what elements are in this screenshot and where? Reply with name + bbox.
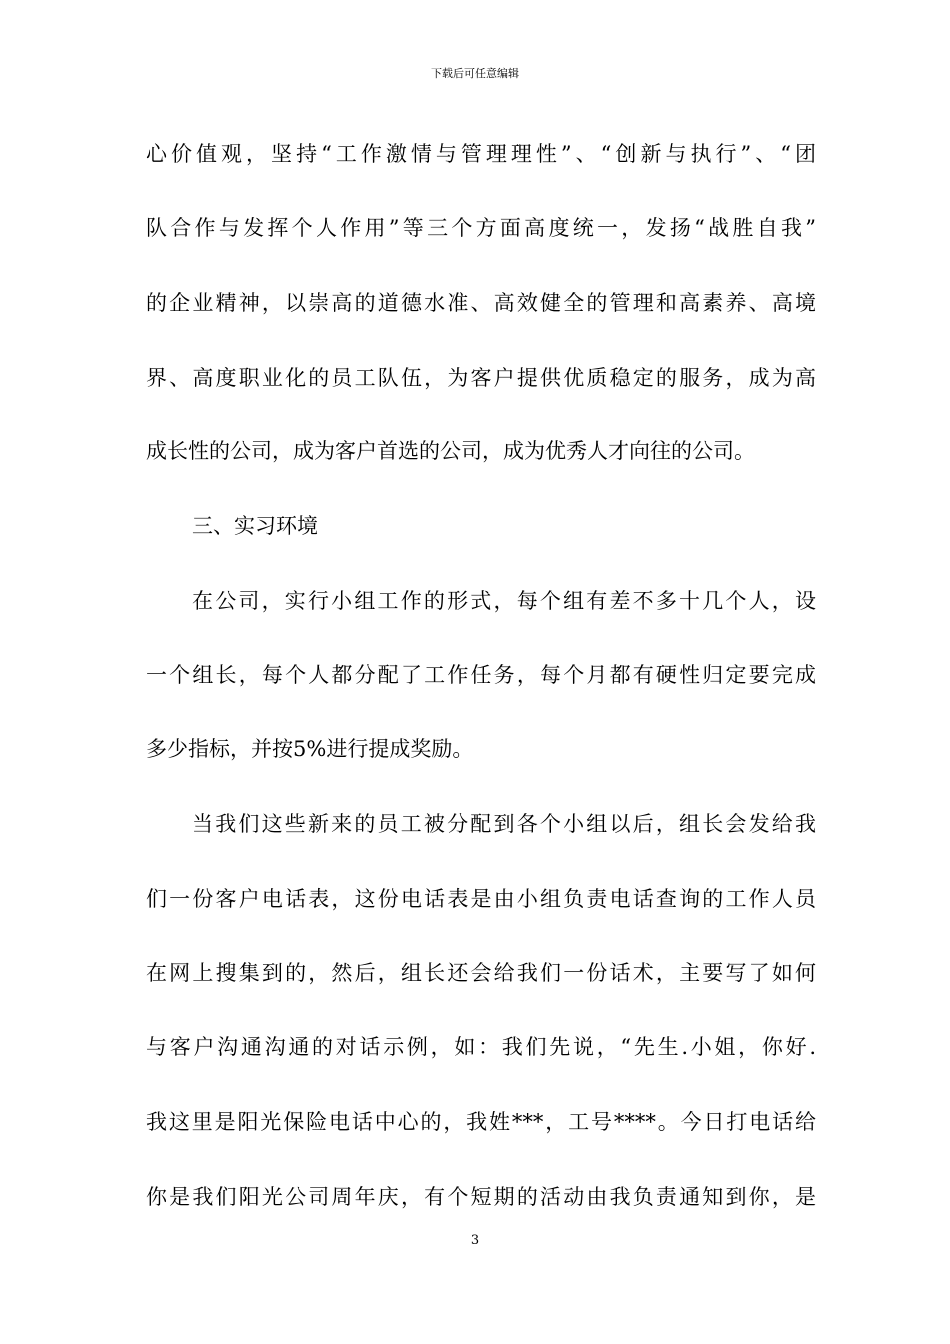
page-header: 下载后可任意编辑: [431, 67, 519, 80]
text-line: 心价值观，坚持“工作激情与管理理性”、“创新与执行”、“团: [146, 142, 816, 166]
text-line: 你是我们阳光公司周年庆，有个短期的活动由我负责通知到你，是: [146, 1185, 816, 1209]
text-line: 多少指标，并按5%进行提成奖励。: [146, 737, 474, 761]
text-line: 在公司，实行小组工作的形式，每个组有差不多十几个人，设: [192, 589, 816, 613]
text-line: 当我们这些新来的员工被分配到各个小组以后，组长会发给我: [192, 812, 816, 836]
text-line: 与客户沟通沟通的对话示例，如：我们先说，“先生.小姐，你好.: [146, 1035, 816, 1059]
text-line: 成长性的公司，成为客户首选的公司，成为优秀人才向往的公司。: [146, 439, 755, 463]
text-line: 一个组长，每个人都分配了工作任务，每个月都有硬性归定要完成: [146, 663, 816, 687]
text-line: 在网上搜集到的，然后，组长还会给我们一份话术，主要写了如何: [146, 961, 816, 985]
page-number: 3: [470, 1233, 480, 1248]
text-line: 界、高度职业化的员工队伍，为客户提供优质稳定的服务，成为高: [146, 366, 816, 390]
text-line: 队合作与发挥个人作用”等三个方面高度统一，发扬“战胜自我”: [146, 216, 816, 240]
section-heading: 三、实习环境: [192, 514, 318, 538]
text-line: 们一份客户电话表，这份电话表是由小组负责电话查询的工作人员: [146, 887, 816, 911]
text-line: 我这里是阳光保险电话中心的，我姓***，工号****。今日打电话给: [146, 1110, 816, 1134]
text-line: 的企业精神，以崇高的道德水准、高效健全的管理和高素养、高境: [146, 291, 816, 315]
